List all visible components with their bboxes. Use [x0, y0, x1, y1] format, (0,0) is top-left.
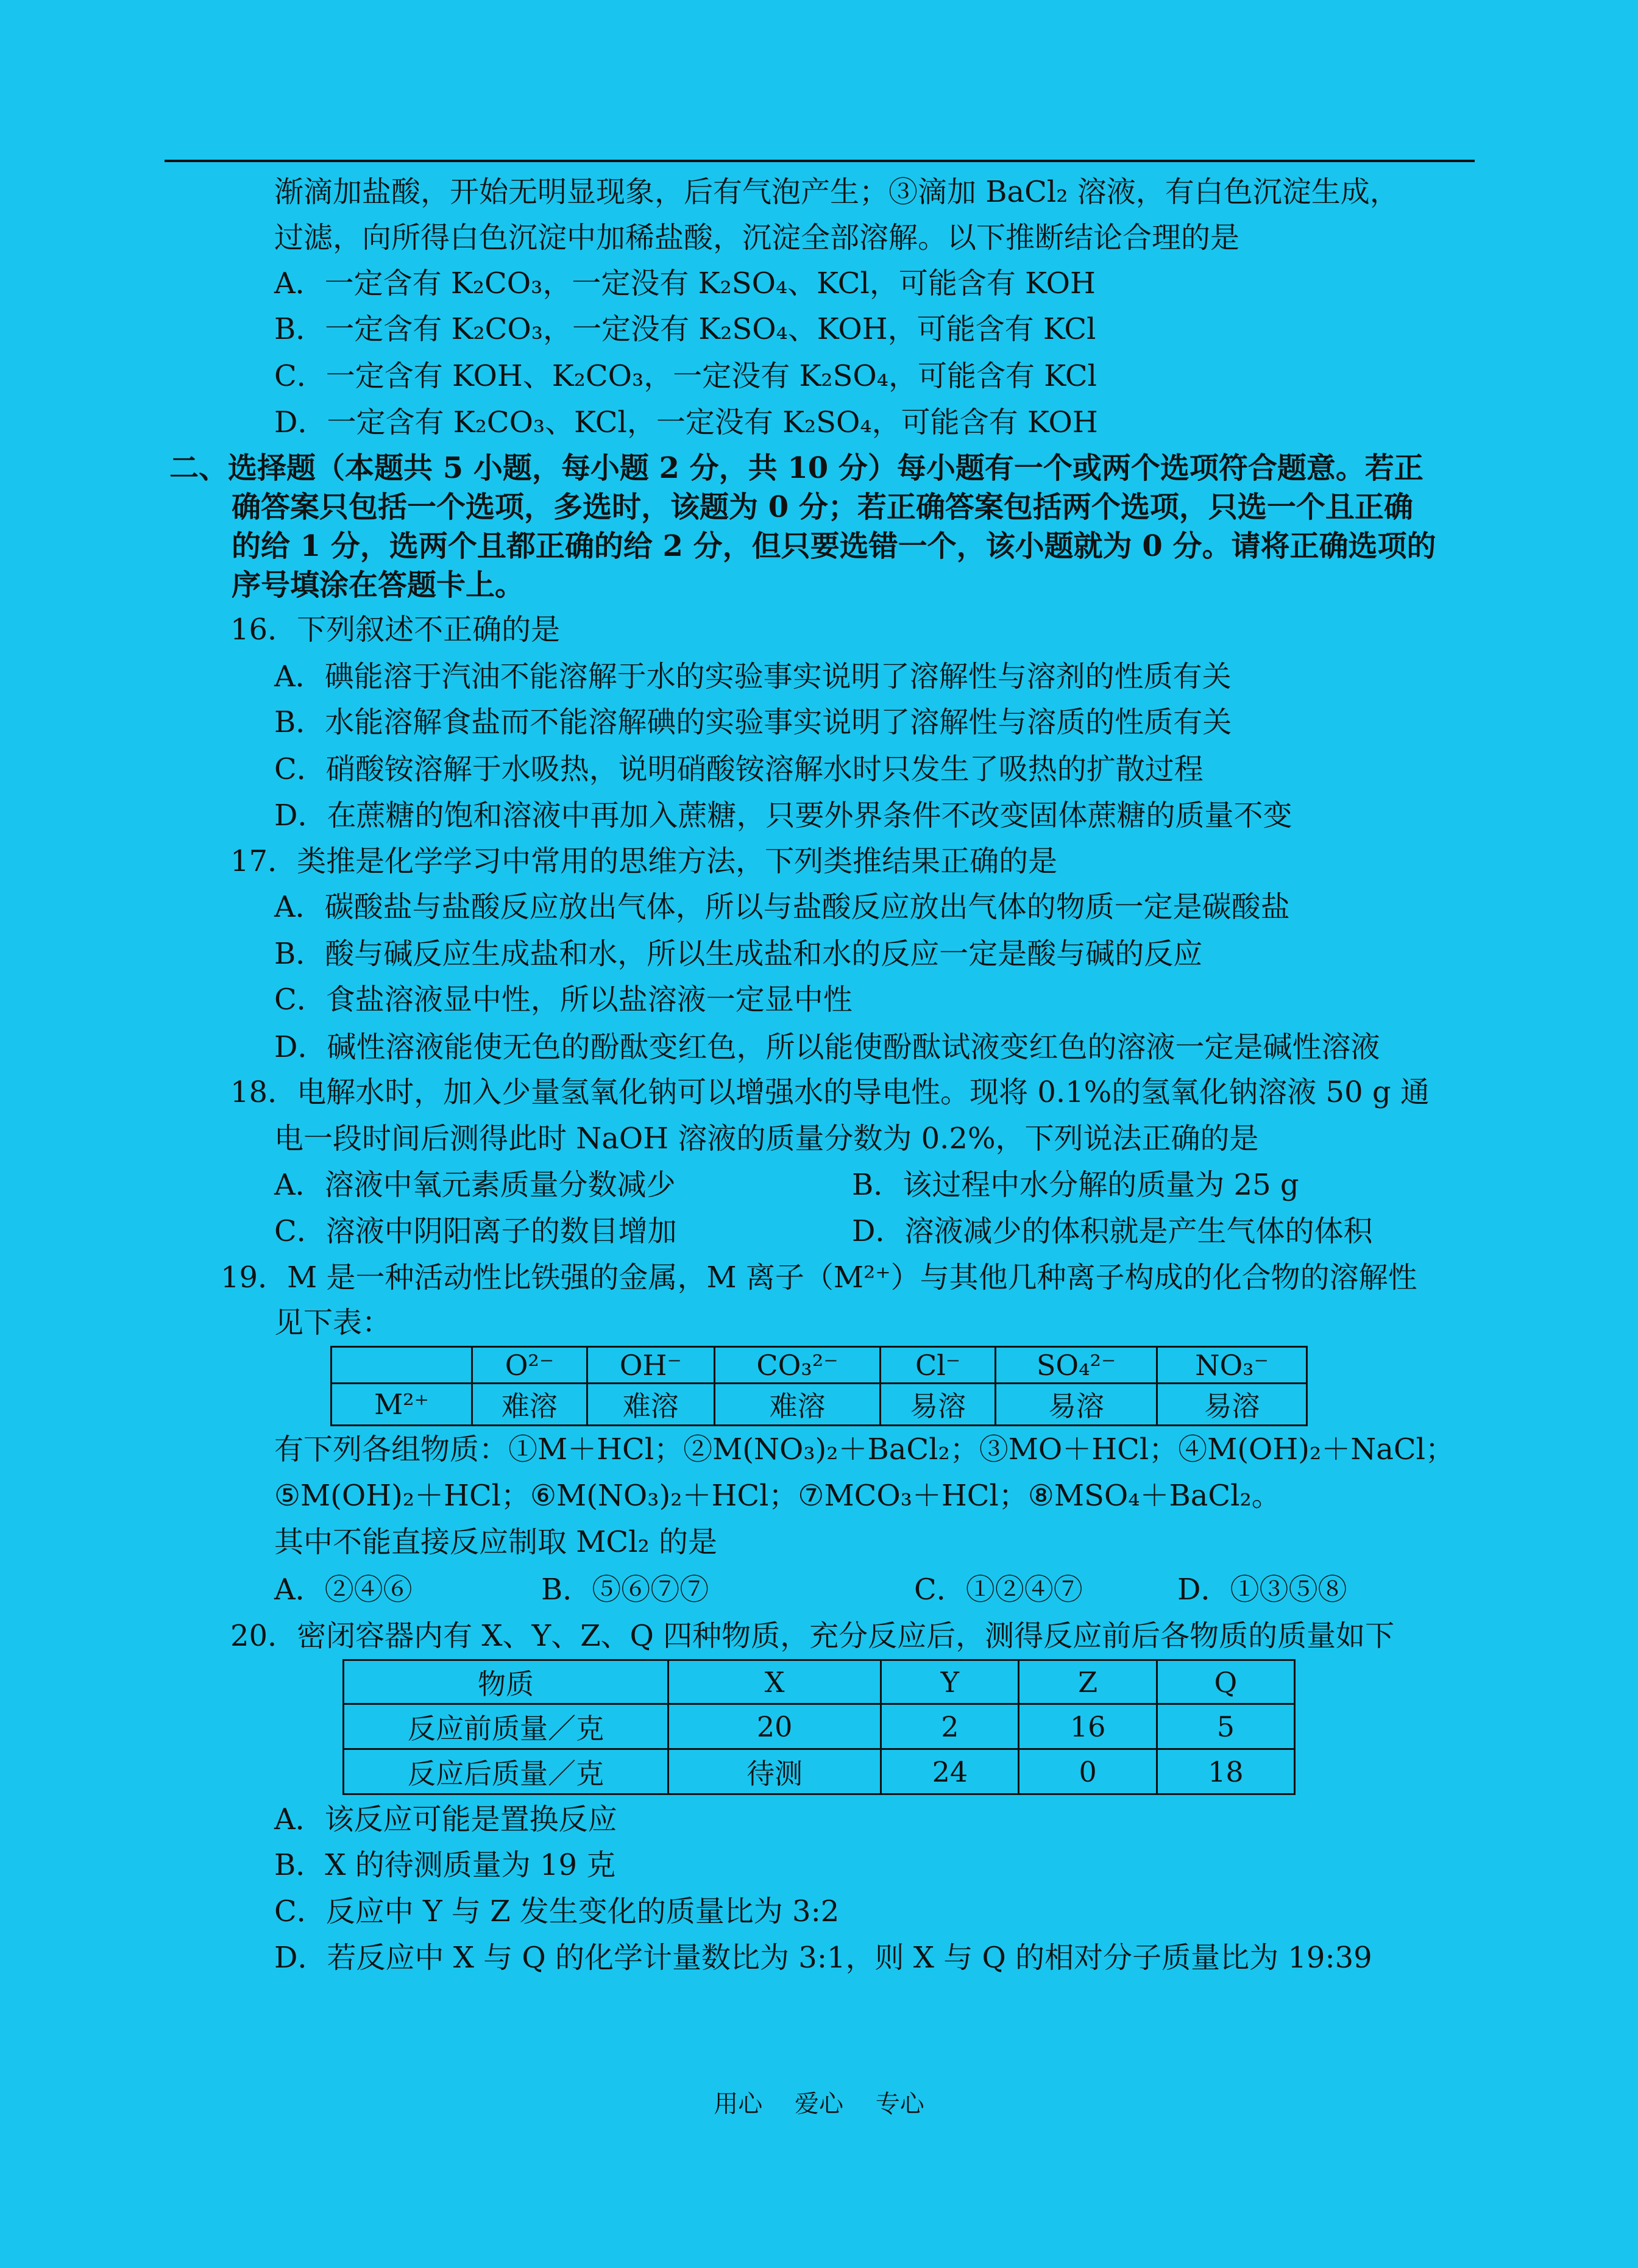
q19-option-a: A．②④⑥ [274, 1573, 413, 1607]
section2-heading-4: 序号填涂在答题卡上。 [232, 568, 525, 602]
table-cell: 物质 [344, 1660, 668, 1704]
q19-option-c: C．①②④⑦ [914, 1573, 1083, 1607]
mass-table [342, 1659, 1296, 1795]
table-cell: 易溶 [1157, 1384, 1307, 1426]
q19-option-b: B．⑤⑥⑦⑦ [541, 1573, 709, 1607]
table-cell: SO₄²⁻ [995, 1347, 1157, 1384]
table-cell: 反应后质量／克 [344, 1749, 668, 1794]
q19-line-1: 有下列各组物质：①M＋HCl；②M(NO₃)₂＋BaCl₂；③MO＋HCl；④M(OH)₂＋NaCl； [274, 1432, 1455, 1466]
table-row [332, 1384, 1307, 1426]
q15-option-c: C．一定含有 KOH、K₂CO₃，一定没有 K₂SO₄，可能含有 KCl [274, 359, 1097, 393]
q20-option-a: A．该反应可能是置换反应 [274, 1802, 617, 1836]
q19-stem: 19．M 是一种活动性比铁强的金属，M 离子（M²⁺）与其他几种离子构成的化合物的溶解性 [221, 1260, 1417, 1295]
q16-stem: 16．下列叙述不正确的是 [230, 613, 561, 647]
q19-line-2: ⑤M(OH)₂＋HCl；⑥M(NO₃)₂＋HCl；⑦MCO₃＋HCl；⑧MSO₄＋BaCl₂。 [274, 1479, 1281, 1513]
table-cell: Cl⁻ [881, 1347, 996, 1384]
q17-option-b: B．酸与碱反应生成盐和水，所以生成盐和水的反应一定是酸与碱的反应 [274, 937, 1203, 971]
table-cell: 难溶 [472, 1384, 587, 1426]
q17-option-a: A．碳酸盐与盐酸反应放出气体，所以与盐酸反应放出气体的物质一定是碳酸盐 [274, 890, 1290, 924]
table-cell: O²⁻ [472, 1347, 587, 1384]
table-cell: 难溶 [714, 1384, 880, 1426]
table-row [344, 1704, 1295, 1749]
table-cell: CO₃²⁻ [714, 1347, 880, 1384]
q16-option-b: B．水能溶解食盐而不能溶解碘的实验事实说明了溶解性与溶质的性质有关 [274, 705, 1232, 739]
q18-stem-2: 电一段时间后测得此时 NaOH 溶液的质量分数为 0.2%，下列说法正确的是 [274, 1122, 1259, 1156]
table-cell: 20 [668, 1704, 881, 1749]
section2-heading-1: 二、选择题（本题共 5 小题，每小题 2 分，共 10 分）每小题有一个或两个选项符合题意。若正 [169, 451, 1424, 485]
table-cell: OH⁻ [587, 1347, 714, 1384]
section2-heading-2: 确答案只包括一个选项，多选时，该题为 0 分；若正确答案包括两个选项，只选一个且正确 [232, 490, 1413, 524]
table-cell [332, 1347, 472, 1384]
table-cell: Q [1157, 1660, 1294, 1704]
table-cell: M²⁺ [332, 1384, 472, 1426]
q20-option-b: B．X 的待测质量为 19 克 [274, 1848, 616, 1882]
q15-option-d: D．一定含有 K₂CO₃、KCl，一定没有 K₂SO₄，可能含有 KOH [274, 405, 1098, 439]
q17-stem: 17．类推是化学学习中常用的思维方法，下列类推结果正确的是 [230, 844, 1058, 878]
q19-line-3: 其中不能直接反应制取 MCl₂ 的是 [274, 1525, 717, 1559]
page-footer: 用心 爱心 专心 [714, 2090, 924, 2118]
q15-option-b: B．一定含有 K₂CO₃，一定没有 K₂SO₄、KOH，可能含有 KCl [274, 312, 1096, 346]
table-row [344, 1749, 1295, 1794]
q20-stem: 20．密闭容器内有 X、Y、Z、Q 四种物质，充分反应后，测得反应前后各物质的质量如下 [230, 1619, 1395, 1653]
table-cell: 0 [1019, 1749, 1157, 1794]
q19-option-d: D．①③⑤⑧ [1177, 1573, 1347, 1607]
header-rule [165, 160, 1475, 162]
q18-option-a: A．溶液中氧元素质量分数减少 [274, 1168, 676, 1202]
q18-option-c: C．溶液中阴阳离子的数目增加 [274, 1214, 677, 1248]
table-cell: 易溶 [881, 1384, 996, 1426]
table-cell: NO₃⁻ [1157, 1347, 1307, 1384]
q18-option-d: D．溶液减少的体积就是产生气体的体积 [852, 1214, 1373, 1248]
q16-option-a: A．碘能溶于汽油不能溶解于水的实验事实说明了溶解性与溶剂的性质有关 [274, 659, 1232, 694]
q19-stem-2: 见下表： [274, 1306, 392, 1340]
table-cell: Z [1019, 1660, 1157, 1704]
q16-option-d: D．在蔗糖的饱和溶液中再加入蔗糖，只要外界条件不改变固体蔗糖的质量不变 [274, 798, 1292, 833]
table-cell: 反应前质量／克 [344, 1704, 668, 1749]
q18-option-b: B．该过程中水分解的质量为 25 g [852, 1168, 1299, 1202]
q20-option-c: C．反应中 Y 与 Z 发生变化的质量比为 3:2 [274, 1894, 840, 1929]
solubility-table [330, 1346, 1308, 1426]
table-cell: 待测 [668, 1749, 881, 1794]
intro-line-1: 渐滴加盐酸，开始无明显现象，后有气泡产生；③滴加 BaCl₂ 溶液，有白色沉淀生成， [274, 175, 1399, 209]
table-cell: X [668, 1660, 881, 1704]
table-cell: 5 [1157, 1704, 1294, 1749]
table-cell: 24 [881, 1749, 1019, 1794]
section2-heading-3: 的给 1 分，选两个且都正确的给 2 分，但只要选错一个，该小题就为 0 分。请将正确选项的 [232, 529, 1436, 563]
table-cell: 难溶 [587, 1384, 714, 1426]
q16-option-c: C．硝酸铵溶解于水吸热，说明硝酸铵溶解水时只发生了吸热的扩散过程 [274, 752, 1204, 786]
table-cell: 易溶 [995, 1384, 1157, 1426]
table-cell: 16 [1019, 1704, 1157, 1749]
table-row [344, 1660, 1295, 1704]
intro-line-2: 过滤，向所得白色沉淀中加稀盐酸，沉淀全部溶解。以下推断结论合理的是 [274, 221, 1240, 255]
table-cell: Y [881, 1660, 1019, 1704]
q17-option-c: C．食盐溶液显中性，所以盐溶液一定显中性 [274, 983, 853, 1017]
q18-stem: 18．电解水时，加入少量氢氧化钠可以增强水的导电性。现将 0.1%的氢氧化钠溶液 50 g 通 [230, 1075, 1430, 1109]
table-cell: 2 [881, 1704, 1019, 1749]
q20-option-d: D．若反应中 X 与 Q 的化学计量数比为 3:1，则 X 与 Q 的相对分子质量比为 19:39 [274, 1941, 1372, 1975]
table-row [332, 1347, 1307, 1384]
table-cell: 18 [1157, 1749, 1294, 1794]
q15-option-a: A．一定含有 K₂CO₃，一定没有 K₂SO₄、KCl，可能含有 KOH [274, 266, 1096, 300]
q17-option-d: D．碱性溶液能使无色的酚酞变红色，所以能使酚酞试液变红色的溶液一定是碱性溶液 [274, 1030, 1380, 1064]
